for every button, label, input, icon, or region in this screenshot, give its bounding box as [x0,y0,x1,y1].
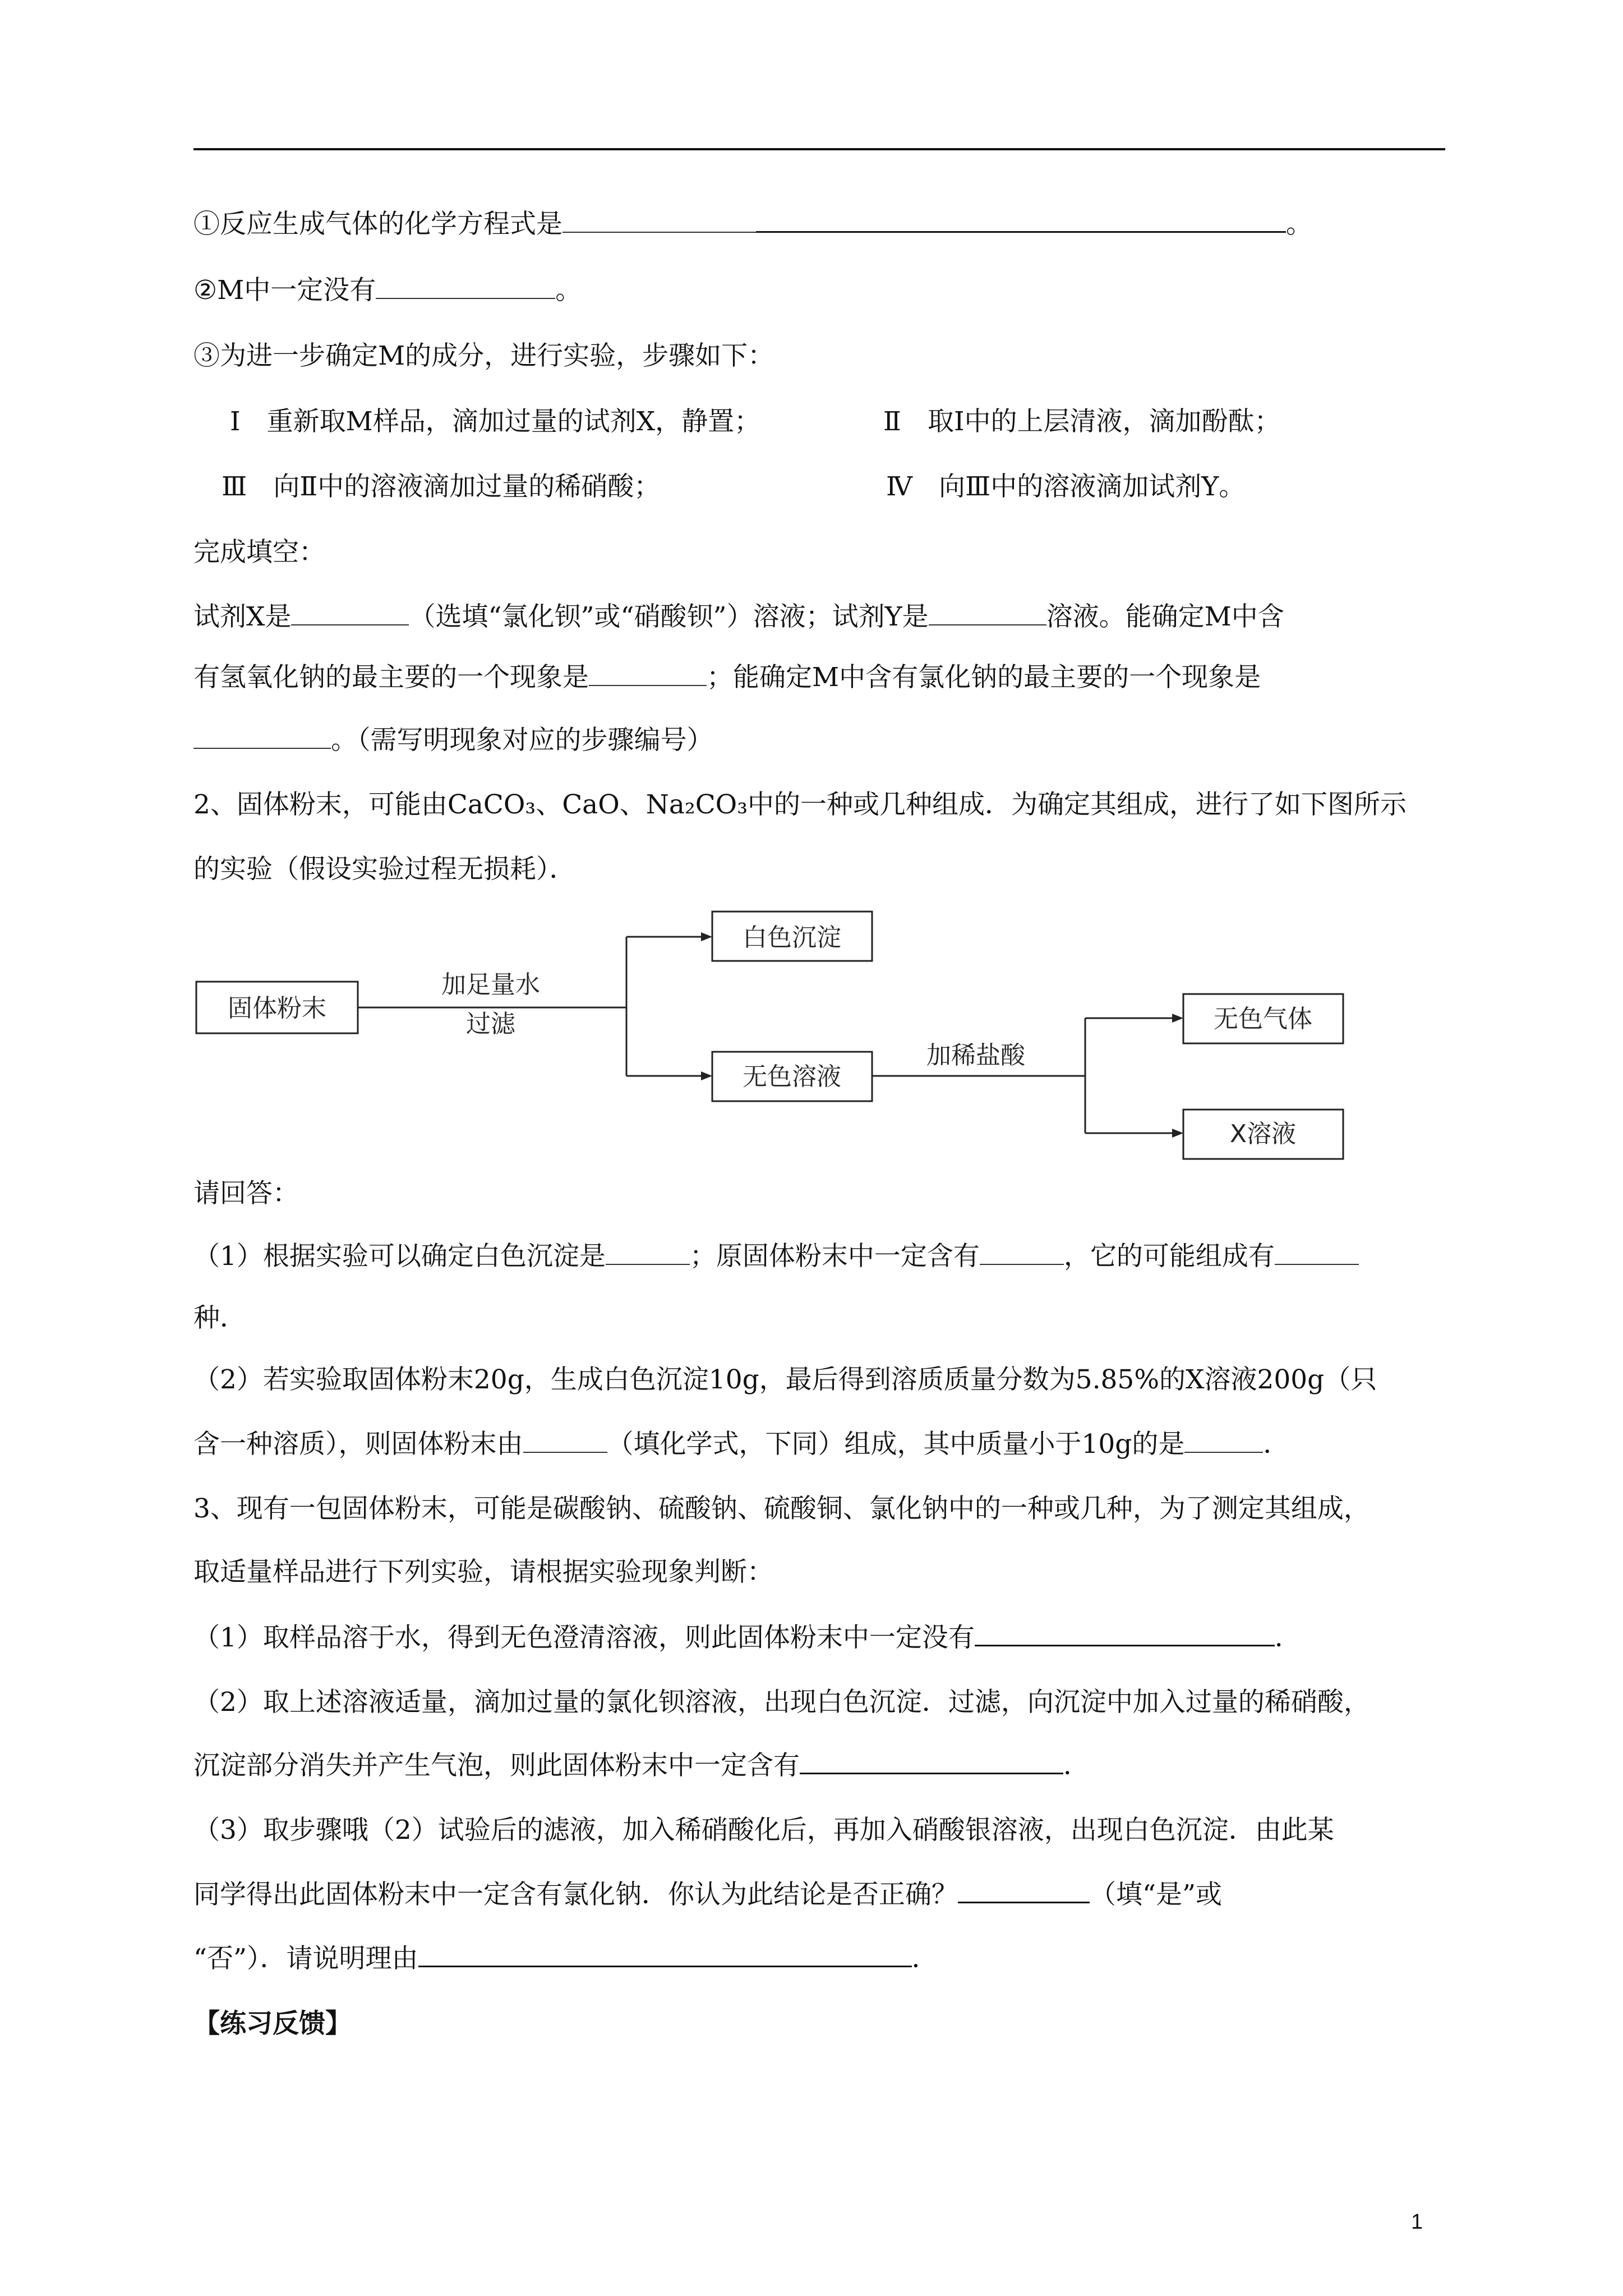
header-rule [193,148,1445,150]
answer-blank[interactable] [193,725,331,749]
q1-steps-intro: ③为进一步确定M的成分，进行实验，步骤如下： [193,341,774,371]
arrowhead [1172,1014,1183,1023]
answer-blank[interactable] [975,1622,1275,1646]
q2-answer-title: 请回答： [193,1178,299,1209]
fill-title: 完成填空： [193,537,325,568]
label-step2: 加稀盐酸 [926,1041,1025,1070]
arrowhead [701,932,712,941]
q2-line-2: 的实验（假设实验过程无损耗）． [193,854,576,885]
q2-2-line-2: 含一种溶质），则固体粉末由 （填化学式，下同）组成，其中质量小于10g的是 ． [193,1429,1290,1460]
step-4: Ⅳ 向Ⅲ中的溶液滴加试剂Y。 [886,471,1246,502]
arrowhead [701,1071,712,1080]
answer-blank[interactable] [800,1750,1063,1774]
answer-blank[interactable] [291,602,409,625]
answer-blank[interactable] [1275,1241,1359,1265]
step-1: Ⅰ 重新取M样品，滴加过量的试剂X，静置； [230,406,761,437]
label-step1-top: 加足量水 [441,970,540,999]
q3-3-line-3: “否”）．请说明理由 ． [193,1943,938,1974]
q3-line-1: 3、现有一包固体粉末，可能是碳酸钠、硫酸钠、硫酸铜、氯化钠中的一种或几种，为了测定其组成， [193,1493,1370,1524]
answer-blank[interactable] [606,1241,690,1265]
answer-blank[interactable] [523,1429,607,1453]
answer-blank[interactable] [418,1943,912,1967]
answer-blank[interactable] [376,275,555,299]
fill-line-2: 有氢氧化钠的最主要的一个现象是 ；能确定M中含有氯化钠的最主要的一个现象是 [193,662,1261,693]
label-x-solution: X溶液 [1229,1120,1297,1148]
arrowhead [1172,1129,1183,1138]
label-gas: 无色气体 [1214,1005,1312,1033]
answer-blank[interactable] [958,1879,1090,1903]
step-2: Ⅱ 取Ⅰ中的上层清液，滴加酚酞； [883,406,1281,437]
answer-blank[interactable] [562,209,756,233]
experiment-flowchart [193,898,1399,1161]
q3-2-line-1: （2）取上述溶液适量，滴加过量的氯化钡溶液，出现白色沉淀．过滤，向沉淀中加入过量的稀硝酸， [193,1687,1370,1718]
answer-blank[interactable] [980,1241,1064,1265]
q2-1-line: （1）根据实验可以确定白色沉淀是 ；原固体粉末中一定含有 ，它的可能组成有 [193,1240,1359,1273]
answer-blank[interactable] [756,209,1286,233]
step-3: Ⅲ 向Ⅱ中的溶液滴加过量的稀硝酸； [222,471,661,502]
q2-line-1: 2、固体粉末，可能由CaCO₃、CaO、Na₂CO₃中的一种或几种组成．为确定其组成，进行了如下图所示 [193,789,1407,820]
fill-line-3: 。（需写明现象对应的步骤编号） [193,724,713,757]
q2-2-line-1: （2）若实验取固体粉末20g，生成白色沉淀10g，最后得到溶质质量分数为5.85%的X溶液200g（只 [193,1364,1377,1395]
fill-line-1: 试剂X是 （选填“氯化钡”或“硝酸钡”）溶液；试剂Y是 溶液。能确定M中含 [193,601,1284,632]
label-precipitate: 白色沉淀 [743,923,841,952]
q3-3-line-1: （3）取步骤哦（2）试验后的滤液，加入稀硝酸化后，再加入硝酸银溶液，出现白色沉淀．由此某 [193,1815,1334,1846]
answer-blank[interactable] [1184,1429,1263,1453]
label-step1-bottom: 过滤 [466,1010,515,1038]
q3-2-line-2: 沉淀部分消失并产生气泡，则此固体粉末中一定含有 ． [193,1750,1090,1781]
q3-3-line-2: 同学得出此固体粉末中一定含有氯化钠．你认为此结论是否正确？ （填“是”或 [193,1879,1223,1910]
q2-1-end: 种． [193,1303,246,1333]
q3-1-line: （1）取样品溶于水，得到无色澄清溶液，则此固体粉末中一定没有 ． [193,1622,1301,1653]
answer-blank[interactable] [929,602,1046,625]
answer-blank[interactable] [589,662,707,686]
feedback-heading: 【练习反馈】 [193,2008,352,2039]
label-start: 固体粉末 [228,994,326,1023]
label-solution: 无色溶液 [743,1062,841,1091]
q1-m-line: ②M中一定没有 。 [193,275,582,306]
q1-equation-line: ①反应生成气体的化学方程式是 。 [193,209,1312,240]
q3-line-2: 取适量样品进行下列实验，请根据实验现象判断： [193,1557,773,1588]
page-number: 1 [1411,2210,1423,2234]
